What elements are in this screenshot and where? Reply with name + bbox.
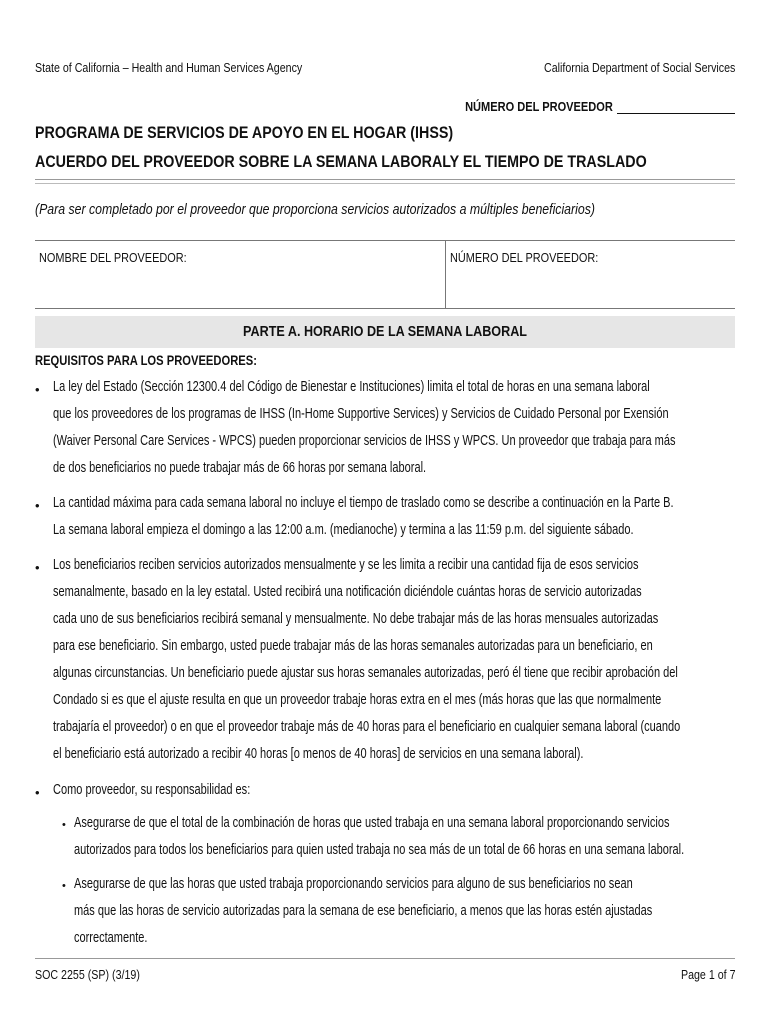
- bullet-1-line-1: La ley del Estado (Sección 12300.4 del Código de Bienestar e Instituciones) limita el total de horas en una semana laboral: [53, 379, 650, 395]
- bullet-2-line-2: La semana laboral empieza el domingo a las 12:00 a.m. (medianoche) y termina a las 11:59 p.m. del siguiente sábado.: [53, 522, 634, 538]
- part-a-banner: [35, 316, 735, 348]
- form-title-line2: ACUERDO DEL PROVEEDOR SOBRE LA SEMANA LABORALY EL TIEMPO DE TRASLADO: [35, 152, 647, 171]
- bullet-marker: •: [35, 560, 40, 575]
- sub-bullet-2-line-1: Asegurarse de que las horas que usted trabaja proporcionando servicios para alguno de sus beneficiarios no sean: [74, 876, 633, 892]
- page-number: Page 1 of 7: [680, 967, 735, 982]
- sub-bullet-marker: •: [62, 819, 66, 831]
- bullet-marker: •: [35, 785, 40, 800]
- form-subtitle: (Para ser completado por el proveedor que proporciona servicios autorizados a múltiples beneficiarios): [35, 201, 595, 218]
- bullet-marker: •: [35, 498, 40, 513]
- footer-divider: [35, 958, 735, 959]
- bullet-1-line-4: de dos beneficiarios no puede trabajar más de 66 horas por semana laboral.: [53, 460, 427, 476]
- bullet-2-line-1: La cantidad máxima para cada semana laboral no incluye el tiempo de traslado como se describe a continuación en la Parte B.: [53, 495, 674, 511]
- department-header: California Department of Social Services: [543, 60, 735, 75]
- form-title-line1: PROGRAMA DE SERVICIOS DE APOYO EN EL HOGAR (IHSS): [35, 123, 454, 142]
- provider-number-top-field[interactable]: [617, 100, 735, 114]
- title-divider: [35, 179, 735, 180]
- sub-bullet-1-line-1: Asegurarse de que el total de la combinación de horas que usted trabaja en una semana laboral proporcionando servicios: [74, 815, 670, 831]
- sub-bullet-marker: •: [62, 880, 66, 892]
- bullet-marker: •: [35, 382, 40, 397]
- bullet-3-line-4: para ese beneficiario. Sin embargo, usted puede trabajar más de las horas semanales autorizadas para un beneficiario, en: [53, 638, 653, 654]
- bullet-3-line-2: semanalmente, basado en la ley estatal. Usted recibirá una notificación diciéndole cuántas horas de servicio autorizadas: [53, 584, 642, 600]
- fields-top-border: [35, 240, 735, 241]
- sub-bullet-2-line-3: correctamente.: [74, 930, 148, 946]
- fields-divider: [445, 240, 446, 308]
- bullet-4-line-1: Como proveedor, su responsabilidad es:: [53, 782, 251, 798]
- form-id: SOC 2255 (SP) (3/19): [35, 967, 140, 982]
- agency-header: State of California – Health and Human Services Agency: [35, 60, 303, 75]
- provider-name-field[interactable]: [39, 268, 439, 304]
- requirements-heading: REQUISITOS PARA LOS PROVEEDORES:: [35, 352, 257, 368]
- bullet-3-line-5: algunas circunstancias. Un beneficiario puede ajustar sus horas semanales autorizadas, peró él tiene que recibir aprobación del: [53, 665, 678, 681]
- sub-bullet-2-line-2: más que las horas de servicio autorizadas para la semana de ese beneficiario, a menos que las horas estén ajustadas: [74, 903, 653, 919]
- bullet-3-line-3: cada uno de sus beneficiarios recibirá semanal y mensualmente. No debe trabajar más de las horas mensuales autorizadas: [53, 611, 659, 627]
- bullet-1-line-2: que los proveedores de los programas de IHSS (In-Home Supportive Services) y Servicios de Cuidado Personal por Exensión: [53, 406, 669, 422]
- bullet-3-line-8: el beneficiario está autorizado a recibir 40 horas [o menos de 40 horas] de servicios en una semana laboral).: [53, 746, 584, 762]
- provider-number-top-label: NÚMERO DEL PROVEEDOR: [465, 99, 613, 114]
- part-a-title: PARTE A. HORARIO DE LA SEMANA LABORAL: [243, 323, 527, 340]
- provider-name-label: NOMBRE DEL PROVEEDOR:: [39, 250, 187, 265]
- fields-bottom-border: [35, 308, 735, 309]
- provider-number-field[interactable]: [450, 268, 730, 304]
- bullet-3-line-1: Los beneficiarios reciben servicios autorizados mensualmente y se les limita a recibir una cantidad fija de esos servicios: [53, 557, 639, 573]
- sub-bullet-1-line-2: autorizados para todos los beneficiarios para quien usted trabaja no sea más de un total de 66 horas en una semana laboral.: [74, 842, 685, 858]
- provider-number-top: [439, 99, 735, 114]
- bullet-3-line-7: trabajaría el proveedor) o en que el proveedor trabaje más de 40 horas para el beneficiario en cualquier semana laboral (cuando: [53, 719, 681, 735]
- provider-number-label: NÚMERO DEL PROVEEDOR:: [450, 250, 599, 265]
- title-divider-secondary: [35, 183, 735, 184]
- bullet-3-line-6: Condado si es que el ajuste resulta en que un proveedor trabaje horas extra en el mes (más horas que las que normalmente: [53, 692, 662, 708]
- bullet-1-line-3: (Waiver Personal Care Services - WPCS) pueden proporcionar servicios de IHSS y WPCS. Un proveedor que trabaja para más: [53, 433, 676, 449]
